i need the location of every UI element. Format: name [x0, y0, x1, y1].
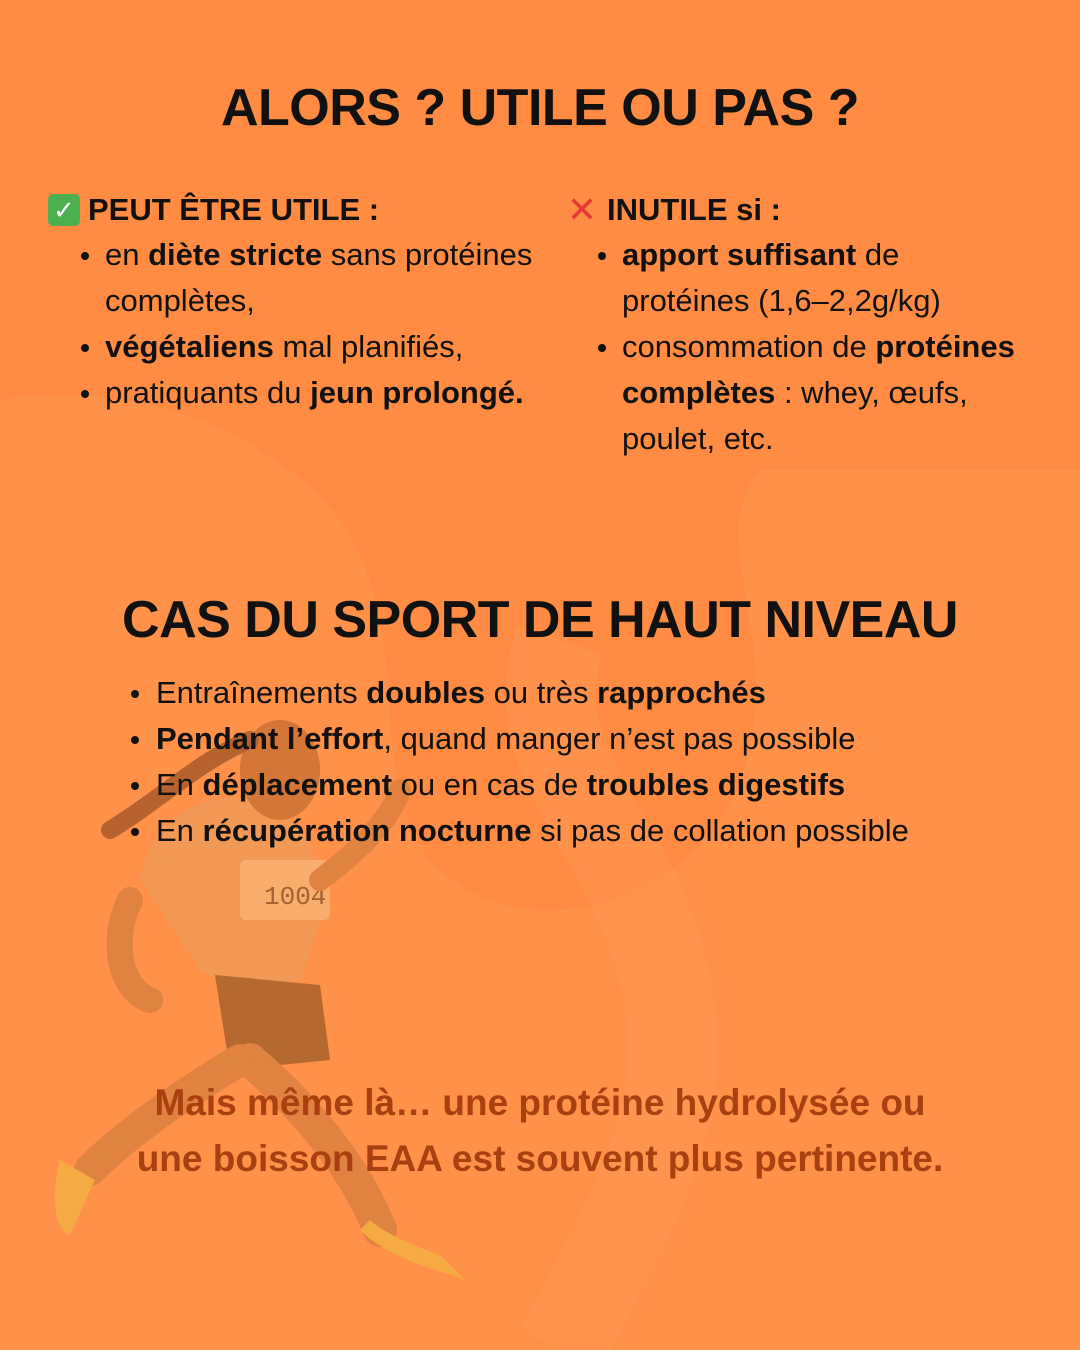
useful-item-text: sans protéines complètes,: [105, 237, 533, 318]
useful-item-text: en: [105, 237, 149, 272]
useful-item: [48, 324, 548, 370]
useful-heading-text: PEUT ÊTRE UTILE :: [88, 192, 380, 227]
sport-item-bold: rapprochés: [597, 675, 766, 710]
useful-item-bold: végétaliens: [105, 329, 274, 364]
useless-list: [565, 232, 1035, 462]
useless-item-bold: apport suffisant: [622, 237, 857, 272]
sport-item-text: Entraînements: [156, 675, 367, 710]
sport-item-text: , quand manger n’est pas possible: [383, 721, 856, 756]
sport-item-text: si pas de collation possible: [531, 813, 909, 848]
section1-title: ALORS ? UTILE OU PAS ?: [220, 79, 860, 137]
sport-item-bold: doubles: [366, 675, 486, 710]
sport-item-text: En: [156, 767, 203, 802]
sport-item: [128, 762, 1048, 808]
useful-item: [48, 232, 548, 324]
sport-item: [128, 716, 1048, 762]
useless-item-text: : whey, œufs, poulet, etc.: [622, 375, 968, 456]
useful-list: [48, 232, 548, 416]
sport-item-bold: Pendant l’effort: [156, 721, 384, 756]
useful-heading: [48, 188, 548, 232]
conclusion-text: [0, 1075, 1080, 1187]
useful-item-text: pratiquants du: [105, 375, 311, 410]
check-icon: ✓: [48, 194, 80, 226]
section2-title: CAS DU SPORT DE HAUT NIVEAU: [122, 591, 958, 649]
useful-item: [48, 370, 548, 416]
useless-item-bold: protéines complètes: [622, 329, 1015, 410]
useless-item-text: de protéines (1,6–2,2g/kg): [622, 237, 941, 318]
useful-item-bold: jeun prolongé.: [310, 375, 524, 410]
sport-item-bold: déplacement: [202, 767, 393, 802]
conclusion-line-2: une boisson EAA est souvent plus pertinente.: [136, 1138, 944, 1179]
useless-column: [565, 188, 1035, 462]
useless-heading: [565, 188, 1035, 232]
sport-item-text: ou en cas de: [392, 767, 587, 802]
sport-item: [128, 808, 1048, 854]
useless-item: [565, 324, 1035, 462]
conclusion-line-1: Mais même là… une protéine hydrolysée ou: [154, 1082, 926, 1123]
useless-heading-text: INUTILE si :: [607, 192, 781, 227]
sport-item-bold: troubles digestifs: [586, 767, 846, 802]
useful-item-text: mal planifiés,: [273, 329, 464, 364]
useless-item-text: consommation de: [622, 329, 876, 364]
runner-bib-number: 1004: [264, 882, 327, 912]
useless-item: [565, 232, 1035, 324]
sport-item-bold: récupération nocturne: [202, 813, 532, 848]
useful-column: [48, 188, 548, 416]
sport-item-text: En: [156, 813, 203, 848]
useful-item-bold: diète stricte: [148, 237, 323, 272]
sport-list: [128, 670, 1048, 854]
cross-icon: ✕: [566, 189, 598, 230]
sport-item-text: ou très: [485, 675, 598, 710]
sport-item: [128, 670, 1048, 716]
